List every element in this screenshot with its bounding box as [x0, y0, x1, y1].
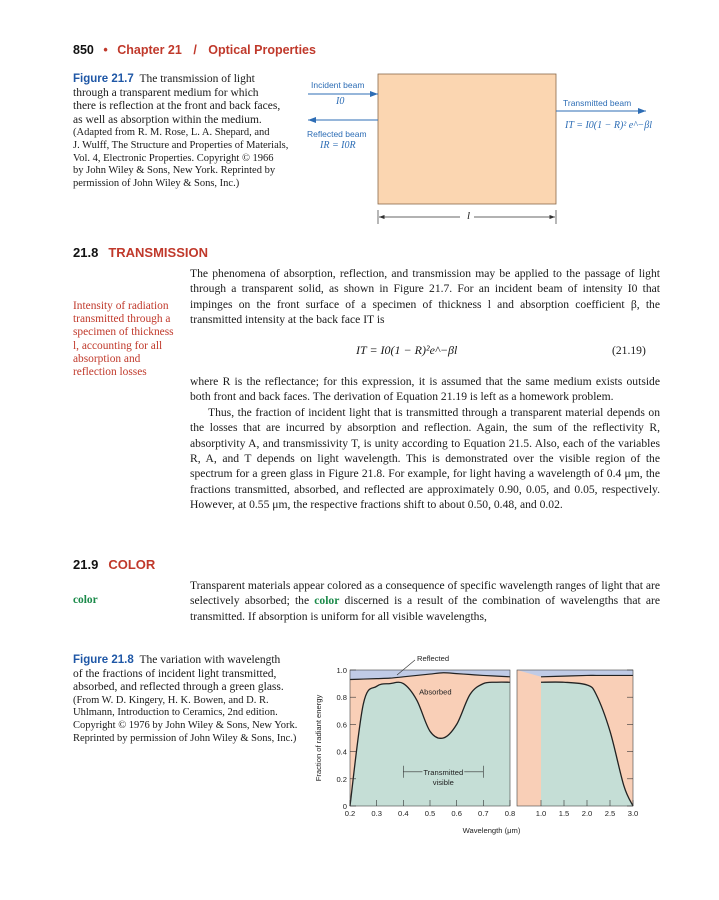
section-21-8-para1 [190, 266, 660, 328]
paragraph: where R is the reflectance; for this expression, it is assumed that the same medium exists outside both front and back faces. The derivation of Equation 21.19 is left as a homework problem. [190, 375, 660, 404]
x-tick-label: 3.0 [627, 809, 639, 818]
section-title: TRANSMISSION [108, 245, 208, 260]
caption-line: of the fractions of incident light transmitted, [73, 667, 277, 680]
chart-panel-infrared [517, 670, 633, 806]
y-tick-label: 1.0 [336, 666, 347, 675]
header-slash: / [193, 43, 197, 57]
x-tick-label: 2.5 [604, 809, 616, 818]
x-tick-label: 0.2 [344, 809, 356, 818]
x-tick-label: 1.0 [535, 809, 547, 818]
y-tick-label: 0.2 [336, 774, 347, 784]
chapter-title: Optical Properties [208, 43, 316, 57]
x-tick-label: 0.7 [478, 809, 489, 818]
region-label-visible: visible [432, 777, 454, 787]
section-21-9-heading [73, 557, 155, 572]
source-line: Reprinted by permission of John Wiley & Sons, Inc.) [73, 732, 297, 744]
reflected-beam-label: Reflected beam [307, 129, 367, 139]
caption-line: absorbed, and reflected through a green glass. [73, 681, 284, 694]
figure-21-7-caption [73, 73, 301, 190]
paragraph: The phenomena of absorption, reflection, and transmission may be applied to the passage of light through a transparent solid, as shown in Figure 21.7. For an incident beam of intensity I0 that impinges on the front surface of a specimen of thickness l and absorption coefficient β, the transmitted intensity at the back face IT is [190, 267, 660, 327]
paragraph-part: discerned is a result of the combination of wavelengths that are transmitted. If absorption is uniform for all visible wavelengths, [190, 594, 660, 623]
section-21-8-para2 [190, 374, 660, 513]
figure-21-8-chart [305, 648, 650, 843]
equation-21-19: IT = I0(1 − R)²e^−βl [356, 343, 458, 357]
y-tick-label: 0 [342, 802, 347, 811]
section-number: 21.9 [73, 557, 99, 572]
caption-line: The variation with wavelength [139, 654, 281, 666]
caption-line: The transmission of light [139, 73, 255, 85]
figure-label: Figure 21.7 [73, 73, 134, 85]
reflected-formula: IR = I0R [320, 140, 356, 151]
specimen-block [378, 74, 556, 204]
x-tick-label: 1.5 [558, 809, 570, 818]
y-tick-label: 0.4 [336, 747, 347, 757]
running-header [73, 43, 316, 57]
section-21-8-heading [73, 245, 208, 260]
transmitted-beam-label: Transmitted beam [563, 98, 632, 108]
source-line: Copyright © 1976 by John Wiley & Sons, New York. [73, 719, 298, 731]
caption-line: as well as absorption within the medium. [73, 113, 262, 126]
source-line: Vol. 4, Electronic Properties. Copyright © 1966 [73, 152, 274, 164]
x-tick-label: 0.8 [504, 809, 516, 818]
paragraph: Thus, the fraction of incident light that is transmitted through a transparent material depends on the losses that are incurred by absorption and reflection. Again, the sum of the reflectivity R, absorptivity A, and transmissivity T, is unity according to Equation 21.5. Also, each of the variables R, A, and T depends on light wavelength. This is demonstrated over the visible region of the spectrum for a green glass in Figure 21.8. For example, for light having a wavelength of 0.4 μm, the fractions transmitted, absorbed, and reflected are approximately 0.90, 0.05, and 0.05, respectively. However, at 0.55 μm, the respective fractions shift to about 0.50, 0.48, and 0.02. [190, 405, 660, 512]
incident-symbol: I0 [336, 96, 345, 107]
x-tick-label: 0.6 [451, 809, 462, 818]
x-tick-label: 0.4 [398, 809, 409, 818]
x-tick-label: 0.3 [371, 809, 382, 818]
page-number: 850 [73, 43, 94, 57]
transmitted-formula: IT = I0(1 − R)² e^−βl [565, 120, 652, 131]
keyword-color: color [314, 594, 340, 608]
region-label-reflected: Reflected [417, 654, 450, 663]
figure-label: Figure 21.8 [73, 654, 134, 666]
x-axis-label: Wavelength (μm) [462, 826, 521, 835]
equation-number: (21.19) [612, 344, 646, 357]
caption-line: through a transparent medium for which [73, 86, 259, 99]
chapter-label: Chapter 21 [117, 43, 182, 57]
y-axis-label: Fraction of radiant energy [314, 694, 323, 782]
source-line: J. Wulff, The Structure and Properties of Materials, [73, 139, 289, 151]
region-label-absorbed: Absorbed [419, 687, 452, 697]
region-label-transmitted: Transmitted [423, 767, 464, 777]
source-line: permission of John Wiley & Sons, Inc.) [73, 177, 240, 189]
y-tick-label: 0.8 [336, 693, 347, 703]
source-line: (Adapted from R. M. Rose, L. A. Shepard, and [73, 127, 270, 139]
margin-note-color: color [73, 594, 98, 606]
header-bullet: • [103, 43, 108, 57]
x-tick-label: 0.5 [424, 809, 436, 818]
margin-note-intensity: Intensity of radiation transmitted through a specimen of thickness l, accounting for all absorption and reflection losses [73, 300, 174, 379]
x-tick-label: 2.0 [581, 809, 593, 818]
source-line: (From W. D. Kingery, H. K. Bowen, and D. R. [73, 694, 269, 706]
section-21-9-para [190, 578, 660, 624]
thickness-label: l [467, 210, 471, 222]
source-line: by John Wiley & Sons, New York. Reprinted by [73, 165, 276, 177]
y-tick-label: 0.6 [336, 720, 347, 730]
caption-line: there is reflection at the front and back faces, [73, 100, 281, 113]
source-line: Uhlmann, Introduction to Ceramics, 2nd edition. [73, 707, 278, 719]
section-title: COLOR [108, 557, 156, 572]
figure-21-8-caption [73, 654, 305, 745]
incident-beam-label: Incident beam [311, 80, 365, 90]
section-number: 21.8 [73, 245, 99, 260]
paragraph-part: Transparent materials appear colored as a consequence of specific wavelength ranges of light that are selectively absorbed; the [190, 579, 660, 608]
